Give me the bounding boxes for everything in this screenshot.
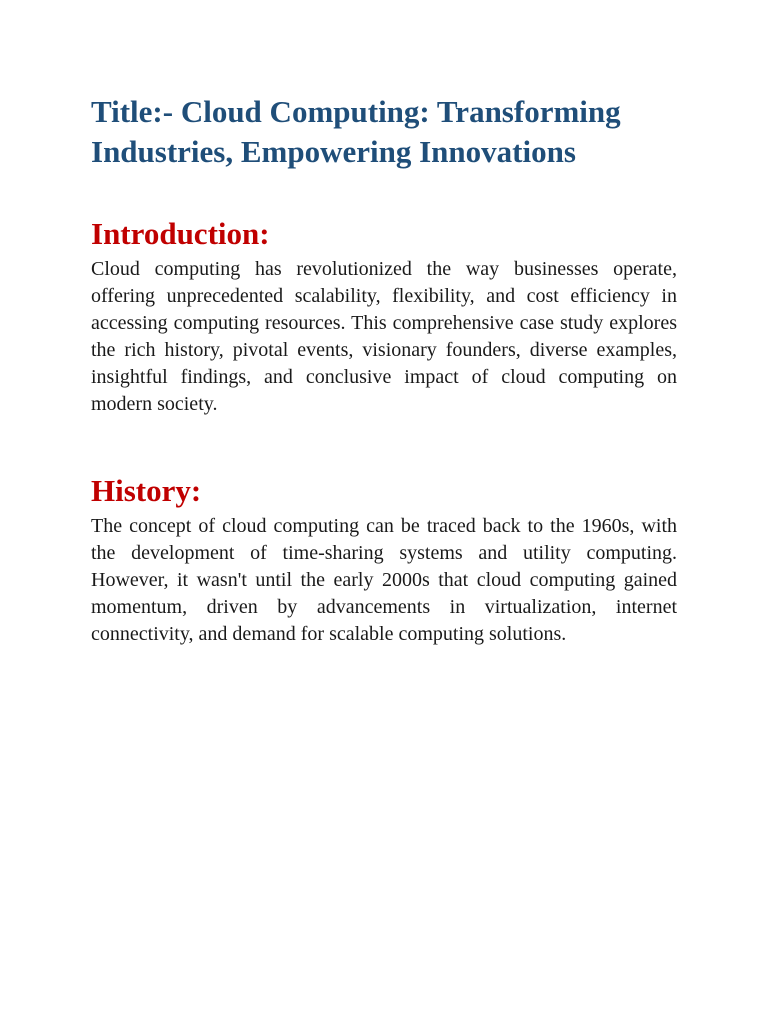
document-content <box>91 92 677 648</box>
section-paragraph-history: The concept of cloud computing can be traced back to the 1960s, with the development of time-sharing systems and utility computing. However, it wasn't until the early 2000s that cloud computing gained momentum, driven by advancements in virtualization, internet connectivity, and demand for scalable computing solutions. <box>91 515 677 645</box>
section-history <box>91 471 677 648</box>
document-title: Title:- Cloud Computing: Transforming Industries, Empowering Innovations <box>91 94 621 169</box>
section-heading-introduction: Introduction: <box>91 216 270 251</box>
section-heading-history: History: <box>91 473 202 508</box>
section-introduction <box>91 214 677 418</box>
section-paragraph-introduction: Cloud computing has revolutionized the way businesses operate, offering unprecedented scalability, flexibility, and cost efficiency in accessing computing resources. This comprehensive case study explores the rich history, pivotal events, visionary founders, diverse examples, insightful findings, and conclusive impact of cloud computing on modern society. <box>91 258 677 415</box>
